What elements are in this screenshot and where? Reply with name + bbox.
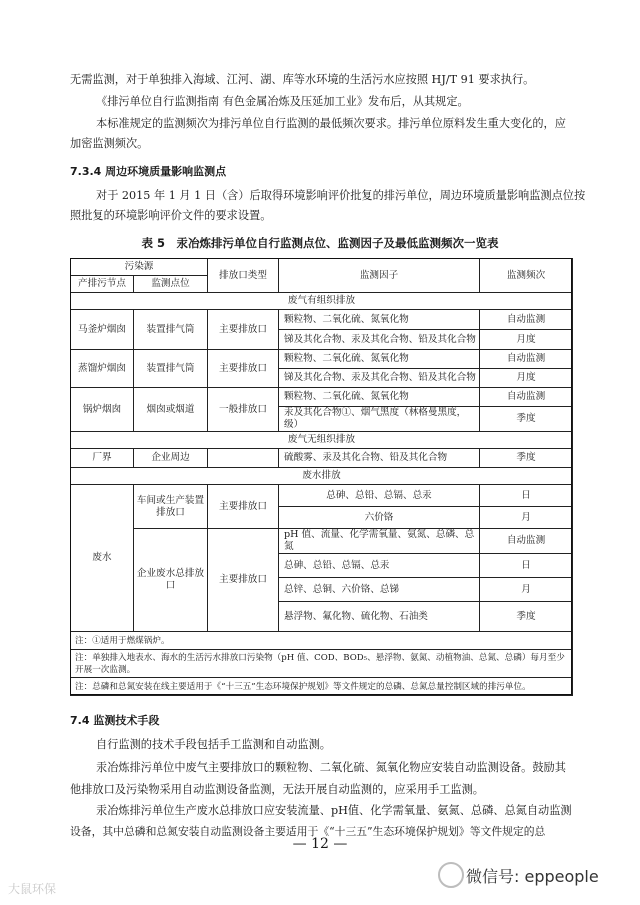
cell-frequency: 自动监测: [480, 388, 573, 407]
table-row: [71, 529, 573, 554]
table-note-2: 注：单独排入地表水、海水的生活污水排放口污染物（pH 值、COD、BOD₅、悬浮物、氨氮、动植物油、总氮、总磷）每月至少开展一次监测。: [71, 650, 573, 678]
header-link: 产排污节点: [71, 276, 134, 293]
section-unorganized: 废气无组织排放: [71, 432, 573, 449]
cell-frequency: 日: [480, 485, 573, 507]
header-point: 监测点位: [134, 276, 208, 293]
section-74-line-4: 汞冶炼排污单位生产废水总排放口应安装流量、pH值、化学需氧量、氨氮、总磷、总氮自动监测: [96, 804, 572, 817]
table-row: [71, 432, 573, 449]
cell-factor: 硫酸雾、汞及其化合物、铅及其化合物: [279, 449, 480, 468]
watermark-right: 微信号: eppeople: [466, 867, 599, 886]
cell-factor: 六价铬: [279, 507, 480, 529]
cell-factor: 颗粒物、二氧化硫、氮氧化物: [279, 350, 480, 369]
section-heading-7-4: 7.4 监测技术手段: [70, 714, 160, 727]
cell-frequency: 自动监测: [480, 350, 573, 369]
cell-point: 烟囱或烟道: [134, 388, 208, 432]
section-74-line-5: 设备，其中总磷和总氮安装自动监测设备主要适用于《“十三五”生态环境保护规划》等文件规定的总: [70, 825, 546, 838]
section-water: 废水排放: [71, 468, 573, 485]
intro-line-1: 无需监测，对于单独排入海域、江河、湖、库等水环境的生活污水应按照 HJ/T 91 要求执行。: [70, 73, 535, 86]
table-row: [71, 678, 573, 696]
table-row: [71, 388, 573, 407]
cell-outlet-type: 主要排放口: [208, 485, 279, 529]
cell-factor: 锑及其化合物、汞及其化合物、铅及其化合物: [279, 369, 480, 388]
cell-factor: 锑及其化合物、汞及其化合物、铅及其化合物: [279, 330, 480, 350]
cell-frequency: 月度: [480, 369, 573, 388]
intro-line-3: 本标准规定的监测频次为排污单位自行监测的最低频次要求。排污单位原料发生重大变化的，应: [96, 117, 566, 130]
cell-source: 锅炉烟囱: [71, 388, 134, 432]
cell-frequency: 自动监测: [480, 529, 573, 554]
cell-frequency: 日: [480, 554, 573, 578]
table-row: [71, 310, 573, 330]
cell-frequency: 月: [480, 578, 573, 602]
table-row: [71, 650, 573, 678]
cell-point: 企业周边: [134, 449, 208, 468]
table-row: [71, 449, 573, 468]
table-note-1: 注：①适用于燃煤锅炉。: [71, 632, 573, 650]
intro-line-2: 《排污单位自行监测指南 有色金属冶炼及压延加工业》发布后，从其规定。: [96, 95, 469, 108]
cell-point: 装置排气筒: [134, 310, 208, 350]
cell-outlet-type: 主要排放口: [208, 529, 279, 632]
table-note-3: 注：总磷和总氮安装在线主要适用于《“十三五”生态环境保护规划》等文件规定的总磷、总氮总量控制区域的排污单位。: [71, 678, 573, 696]
section-heading-7-3-4: 7.3.4 周边环境质量影响监测点: [70, 165, 227, 178]
cell-outlet-type: 主要排放口: [208, 350, 279, 388]
cell-point: 车间或生产装置排放口: [134, 485, 208, 529]
watermark-left: 大鼠环保: [8, 882, 57, 896]
cell-frequency: 季度: [480, 407, 573, 432]
section-organized: 废气有组织排放: [71, 293, 573, 310]
section-734-line-1: 对于 2015 年 1 月 1 日（含）后取得环境影响评价批复的排污单位，周边环境质量影响监测点位按: [96, 189, 586, 202]
table-row: [71, 293, 573, 310]
section-74-line-1: 自行监测的技术手段包括手工监测和自动监测。: [96, 738, 331, 751]
header-outlet-type: 排放口类型: [208, 259, 279, 293]
cell-factor: 总砷、总铅、总镉、总汞: [279, 554, 480, 578]
table-caption: 表 5 汞冶炼排污单位自行监测点位、监测因子及最低监测频次一览表: [141, 236, 499, 250]
cell-outlet-type: 主要排放口: [208, 310, 279, 350]
intro-line-4: 加密监测频次。: [70, 137, 149, 150]
cell-point: 企业废水总排放口: [134, 529, 208, 632]
header-source: 污染源: [71, 259, 208, 276]
header-factor: 监测因子: [279, 259, 480, 293]
cell-outlet-type: 一般排放口: [208, 388, 279, 432]
table-row: [71, 632, 573, 650]
cell-factor: 悬浮物、氟化物、硫化物、石油类: [279, 602, 480, 632]
header-frequency: 监测频次: [480, 259, 573, 293]
cell-frequency: 月: [480, 507, 573, 529]
table-row: [71, 485, 573, 507]
cell-frequency: 季度: [480, 449, 573, 468]
section-74-line-3: 他排放口及污染物采用自动监测设备监测，无法开展自动监测的，应采用手工监测。: [70, 783, 484, 796]
cell-frequency: 季度: [480, 602, 573, 632]
monitoring-table: [70, 258, 573, 696]
cell-source: 废水: [71, 485, 134, 632]
cell-frequency: 月度: [480, 330, 573, 350]
cell-source: 蒸馏炉烟囱: [71, 350, 134, 388]
table-row: [71, 350, 573, 369]
cell-point: 装置排气筒: [134, 350, 208, 388]
section-734-line-2: 照批复的环境影响评价文件的要求设置。: [70, 209, 272, 222]
cell-factor: pH 值、流量、化学需氧量、氨氮、总磷、总氮: [279, 529, 480, 554]
table-row: [71, 259, 573, 276]
page-number: — 12 —: [292, 836, 348, 852]
cell-frequency: 自动监测: [480, 310, 573, 330]
cell-factor: 汞及其化合物①、烟气黑度（林格曼黑度，级）: [279, 407, 480, 432]
cell-factor: 总砷、总铅、总镉、总汞: [279, 485, 480, 507]
table-row: [71, 468, 573, 485]
section-74-line-2: 汞冶炼排污单位中废气主要排放口的颗粒物、二氧化硫、氮氧化物应安装自动监测设备。鼓励其: [96, 761, 566, 774]
wechat-icon: [438, 862, 464, 888]
cell-factor: 颗粒物、二氧化硫、氮氧化物: [279, 310, 480, 330]
cell-source: 厂界: [71, 449, 134, 468]
cell-factor: 颗粒物、二氧化硫、氮氧化物: [279, 388, 480, 407]
cell-outlet-type: [208, 449, 279, 468]
cell-factor: 总锌、总铜、六价铬、总锑: [279, 578, 480, 602]
cell-source: 马釜炉烟囱: [71, 310, 134, 350]
